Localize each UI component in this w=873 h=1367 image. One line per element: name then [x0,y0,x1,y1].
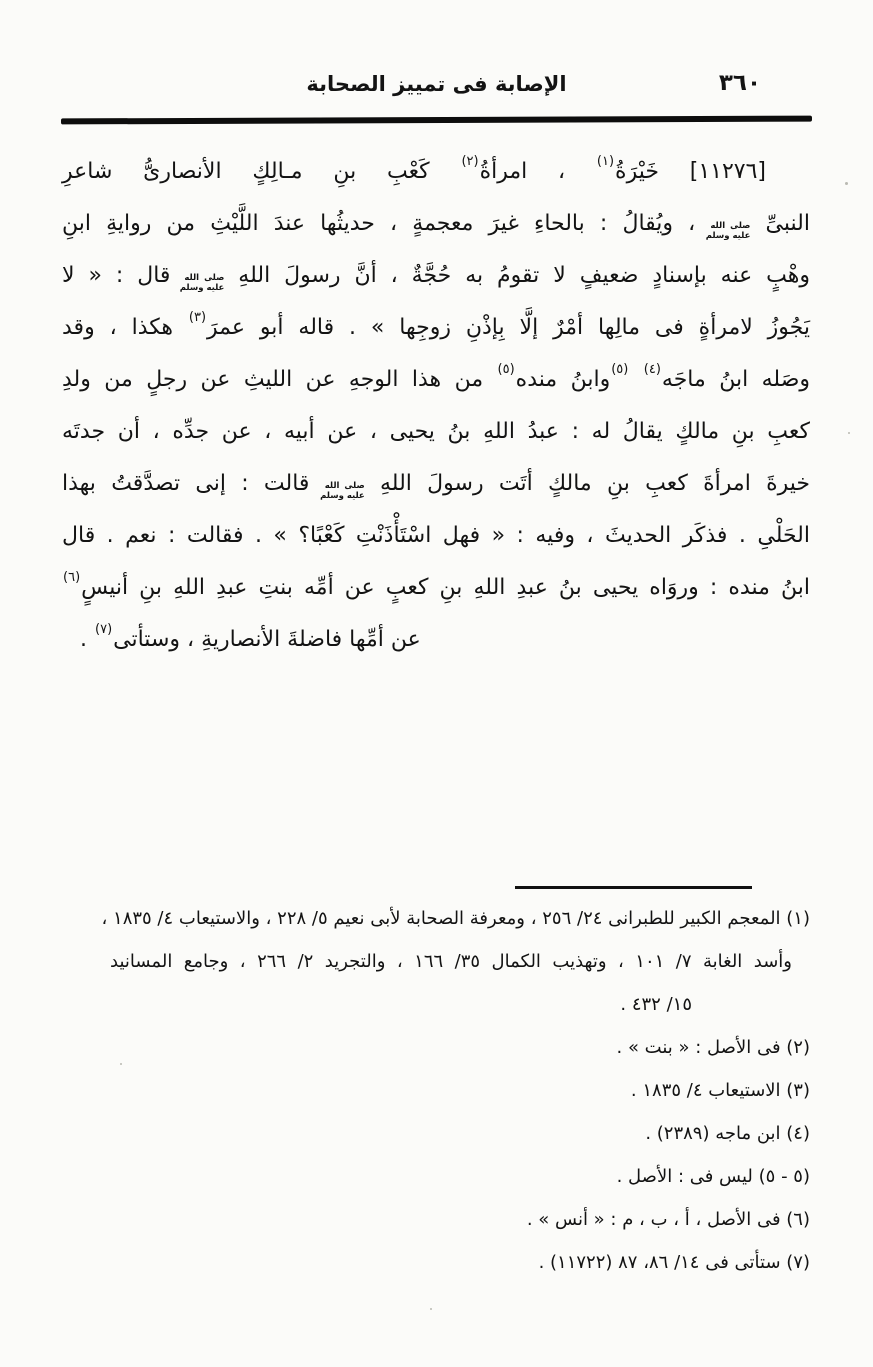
entry-text [62,146,810,666]
footnote-ref: (٥) [611,362,629,377]
footnote-line-4: (٢) فى الأصل : « بنت » . [616,1037,810,1058]
footnote-line-2: وأسد الغابة ٧/ ١٠١ ، وتهذيب الكمال ٣٥/ ١٦٦ ، والتجريد ٢/ ٢٦٦ ، وجامع المسانيد [110,951,792,972]
entry-line-4: يَجُوزُ لامرأةٍ فى مالِها أمْرٌ إلَّا بِإذْنِ زوجِها » . قاله أبو عمرَ$^{(٣)}$ هكذا ، وقد [62,310,810,340]
footnote-ref: (٥) [497,362,515,377]
footnote-ref: (١) [596,154,615,169]
sallallahu-alayhi-wasallam-mark: صلى الله عليه وسلم [179,273,225,293]
entry-line-3: وهْبٍ عنه بإسنادٍ ضعيفٍ لا تقومُ به حُجَّةٌ ، أنَّ رسولَ اللهِ صلى الله عليه وسلم قال : « لا [62,263,810,293]
entry-line-9: ابنُ منده : وروَاه يحيى بنُ عبدِ اللهِ بنِ كعبٍ عن أمِّه بنتِ عبدِ اللهِ بنِ أنيسٍ$^{(٦)}$ [63,570,810,600]
scan-speck [120,1063,122,1065]
header-rule [61,116,812,125]
footnote-separator [515,886,752,889]
footnote-line-6: (٤) ابن ماجه (٢٣٨٩) . [645,1123,810,1144]
scan-speck [430,1308,432,1310]
footnote-line-1: (١) المعجم الكبير للطبرانى ٢٤/ ٢٥٦ ، ومعرفة الصحابة لأبى نعيم ٥/ ٢٢٨ ، والاستيعاب ٤/ ١٨٣٥ ، [101,908,810,929]
entry-line-1: [١١٢٧٦] خَيْرَةُ$^{(١)}$ ، امرأةُ$^{(٢)}$ كَعْبِ بنِ مـالِكٍ الأنصارىُّ شاعرِ [62,154,766,184]
footnote-ref: (٦) [63,570,81,585]
entry-line-7: خيرةَ امرأةَ كعبِ بنِ مالكٍ أتَت رسولَ اللهِ صلى الله عليه وسلم قالت : إنى تصدَّقتُ بهذا [62,471,810,501]
sallallahu-alayhi-wasallam-mark: صلى الله عليه وسلم [705,221,751,241]
footnote-line-3: ١٥/ ٤٣٢ . [620,994,692,1015]
page-number: ٣٦٠ [718,70,761,96]
footnote-ref: (٣) [188,310,207,325]
entry-line-2: النبىِّ صلى الله عليه وسلم ، ويُقالُ : بالحاءِ غيرَ معجمةٍ ، حديثُها عندَ اللَّيْثِ من روايةِ ابنِ [62,211,810,241]
book-title: الإصابة فى تمييز الصحابة [306,72,567,96]
footnote-ref: (٢) [461,154,479,169]
footnote-line-7: (٥ - ٥) ليس فى : الأصل . [616,1166,810,1187]
sallallahu-alayhi-wasallam-mark: صلى الله عليه وسلم [320,481,365,501]
footnote-ref: (٤) [643,362,661,377]
page-header [0,72,873,108]
footnotes [101,897,810,1284]
scan-speck [845,182,848,185]
entry-line-8: الحَلْىِ . فذكَر الحديثَ ، وفيه : « فهل اسْتَأْذَنْتِ كَعْبًا؟ » . فقالت : نعم . قال [62,523,810,548]
entry-line-5: وصَله ابنُ ماجَه$^{(٤)}$ $^{(٥)}$وابنُ منده$^{(٥)}$ من هذا الوجهِ عن الليثِ عن رجلٍ من ولدِ [62,362,810,392]
footnote-ref: (٧) [95,622,113,637]
entry-line-10: عن أمِّها فاضلةَ الأنصاريةِ ، وستأتى$^{(٧)}$ . [80,622,421,652]
entry-line-6: كعبِ بنِ مالكٍ يقالُ له : عبدُ اللهِ بنُ يحيى ، عن أبيه ، عن جدِّه ، أن جدتَه [62,419,810,444]
footnote-line-5: (٣) الاستيعاب ٤/ ١٨٣٥ . [630,1080,810,1101]
scan-speck [848,432,850,434]
footnote-line-8: (٦) فى الأصل ، أ ، ب ، م : « أنس » . [526,1209,810,1230]
footnote-line-9: (٧) ستأتى فى ١٤/ ٨٦، ٨٧ (١١٧٢٢) . [538,1252,810,1273]
